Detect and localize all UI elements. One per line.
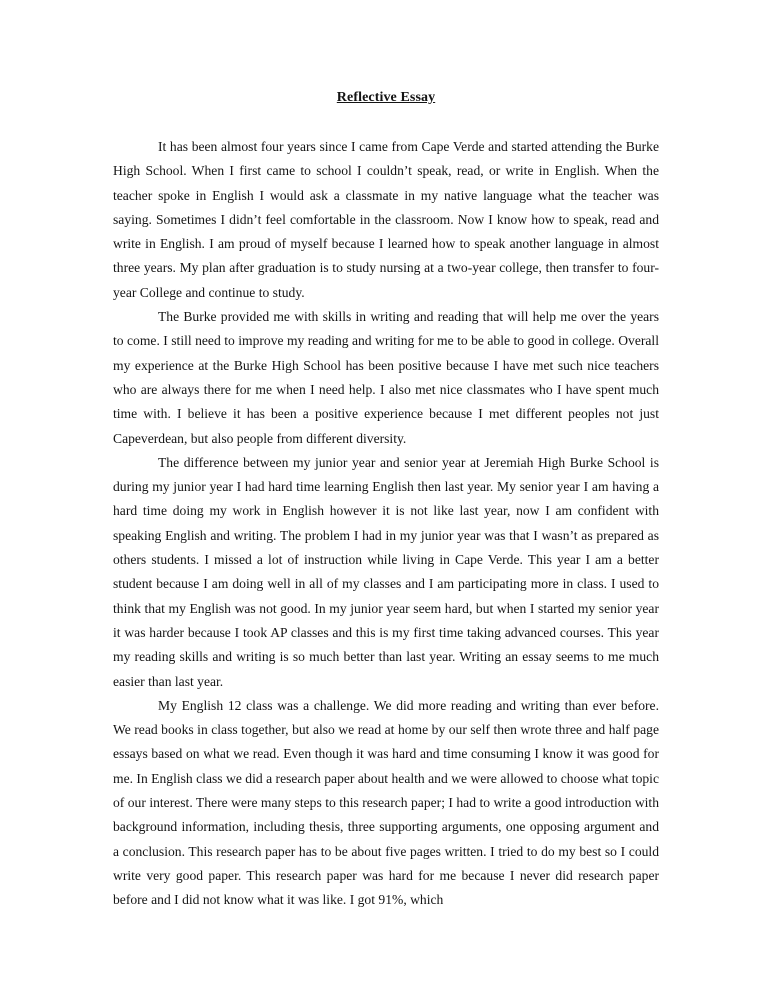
- paragraph-3: The difference between my junior year and senior year at Jeremiah High Burke School is during my junior year I had hard time learning English then last year. My senior year I am having a hard time doing my work in English however it is not like last year, now I am confident with speaking English and writing. The problem I had in my junior year was that I wasn’t as prepared as others students. I missed a lot of instruction while living in Cape Verde. This year I am a better student because I am doing well in all of my classes and I am participating more in class. I used to think that my English was not good. In my junior year seem hard, but when I started my senior year it was harder because I took AP classes and this is my first time taking advanced courses. This year my reading skills and writing is so much better than last year. Writing an essay seems to me much easier than last year.: [113, 454, 659, 689]
- paragraph-4: My English 12 class was a challenge. We did more reading and writing than ever before. We read books in class together, but also we read at home by our self then wrote three and half page essays based on what we read. Even though it was hard and time consuming I know it was good for me. In English class we did a research paper about health and we were allowed to choose what topic of our interest. There were many steps to this research paper; I had to write a good introduction with background information, including thesis, three supporting arguments, one opposing argument and a conclusion. This research paper has to be about five pages written. I tried to do my best so I could write very good paper. This research paper was hard for me because I never did research paper before and I did not know what it was like. I got 91%, which: [113, 697, 659, 908]
- essay-body: [113, 135, 659, 913]
- paragraph-1: It has been almost four years since I came from Cape Verde and started attending the Burke High School. When I first came to school I couldn’t speak, read, or write in English. When the teacher spoke in English I would ask a classmate in my native language what the teacher was saying. Sometimes I didn’t feel comfortable in the classroom. Now I know how to speak, read and write in English. I am proud of myself because I learned how to speak another language in almost three years. My plan after graduation is to study nursing at a two-year college, then transfer to four-year College and continue to study.: [113, 139, 659, 300]
- page-title: Reflective Essay: [336, 90, 436, 105]
- paragraph-2: The Burke provided me with skills in writing and reading that will help me over the years to come. I still need to improve my reading and writing for me to be able to good in college. Overall my experience at the Burke High School has been positive because I have met such nice teachers who are always there for me when I need help. I also met nice classmates who I have spent much time with. I believe it has been a positive experience because I met different peoples not just Capeverdean, but also people from different diversity.: [113, 309, 659, 446]
